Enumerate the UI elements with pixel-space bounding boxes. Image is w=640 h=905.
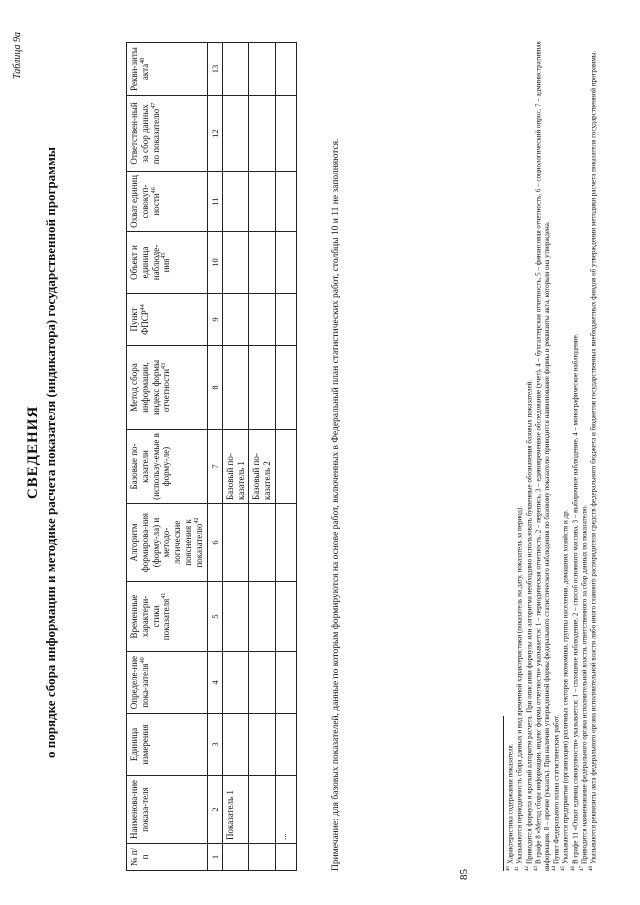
table-cell bbox=[249, 504, 276, 582]
table-label: Таблица 9а bbox=[12, 32, 23, 79]
column-number: 3 bbox=[207, 714, 222, 776]
footnote: $^{47}$Приводится наименование федерального органа исполнительной власти, ответственного за сбор данных по показателю. bbox=[579, 504, 589, 871]
footnote: $^{43}$В графе 8 «Метод сбора информации, индекс формы отчетности» указывается: 1 – периодическая отчетность, 2 – перепись, 3 – единовременное обследование (учет), 4 – бухгалтерская отчетность, 5 – финансовая отчетность, 6 – социологический опрос, 7 – административная информация, 8 – прочие (указать). При наличии утвержденной формы федерального статистического наблюдения по базовому показателю приводится наименование формы и реквизиты акта, которым она утверждена. bbox=[533, 41, 552, 871]
table-cell bbox=[249, 582, 276, 652]
column-number: 2 bbox=[207, 776, 222, 844]
footnote: $^{42}$Приводится формула и краткий алгоритм расчета. При описании формулы или алгоритма необходимо использовать буквенные обозначения базовых показателей. bbox=[524, 379, 533, 871]
page-subtitle: о порядке сбора информации и методике расчета показателя (индикатора) государственной программы bbox=[43, 147, 58, 758]
footnote: $^{41}$Указываются периодичность сбора данных и вид временной характеристики (показатель на дату, показатель за период). bbox=[515, 505, 524, 871]
table-cell bbox=[249, 714, 276, 776]
table-cell bbox=[249, 43, 276, 96]
column-number: 6 bbox=[207, 504, 222, 582]
column-number: 7 bbox=[207, 430, 222, 504]
table-cell bbox=[249, 844, 276, 871]
table-cell bbox=[275, 43, 296, 96]
table-cell bbox=[222, 43, 249, 96]
table-cell bbox=[222, 714, 249, 776]
table-cell bbox=[275, 504, 296, 582]
table-cell bbox=[275, 232, 296, 294]
column-number-row bbox=[207, 43, 222, 871]
header-cell: Охват единиц совокуп-ности$^{46}$ bbox=[127, 172, 208, 232]
table-row bbox=[249, 43, 276, 871]
info-table bbox=[126, 42, 297, 871]
table-cell bbox=[222, 844, 249, 871]
footnote: $^{45}$Указываются предприятия (организации) различных секторов экономики, группы населения, домашних хозяйств и др. bbox=[561, 509, 570, 871]
header-cell: Определе-ние пока-зателя$^{40}$ bbox=[127, 652, 208, 714]
table-cell bbox=[275, 294, 296, 346]
header-cell: Пункт ФПСР$^{44}$ bbox=[127, 294, 208, 346]
table-cell bbox=[222, 652, 249, 714]
table-cell bbox=[222, 232, 249, 294]
page-number: 85 bbox=[458, 869, 470, 880]
column-number: 13 bbox=[207, 43, 222, 96]
table-cell bbox=[275, 582, 296, 652]
indicator-name-cell bbox=[249, 776, 276, 844]
table-cell bbox=[275, 844, 296, 871]
table-row bbox=[275, 43, 296, 871]
column-number: 11 bbox=[207, 172, 222, 232]
header-cell: Рекви-зиты акта$^{48}$ bbox=[127, 43, 208, 96]
column-number: 4 bbox=[207, 652, 222, 714]
column-number: 9 bbox=[207, 294, 222, 346]
indicator-name-cell: ... bbox=[275, 776, 296, 844]
table-cell bbox=[249, 96, 276, 172]
header-cell: Временные характери-стики показателя$^{41}$ bbox=[127, 582, 208, 652]
column-number: 10 bbox=[207, 232, 222, 294]
table-row bbox=[222, 43, 249, 871]
indicator-name-cell: Показатель 1 bbox=[222, 776, 249, 844]
base-indicator-cell: Базовый по-казатель 1 bbox=[222, 430, 249, 504]
footnotes bbox=[506, 41, 598, 871]
base-indicator-cell bbox=[275, 430, 296, 504]
footnote: $^{44}$Пункт Федерального плана статистических работ. bbox=[552, 714, 561, 871]
table-cell bbox=[275, 172, 296, 232]
column-number: 12 bbox=[207, 96, 222, 172]
header-cell: Объект и единица наблюде-ния$^{45}$ bbox=[127, 232, 208, 294]
table-cell bbox=[222, 346, 249, 430]
column-number: 8 bbox=[207, 346, 222, 430]
header-cell: Единица измерения bbox=[127, 714, 208, 776]
table-cell bbox=[275, 96, 296, 172]
table-cell bbox=[249, 232, 276, 294]
table-cell bbox=[249, 652, 276, 714]
header-cell: Ответствен-ный за сбор данных по показателю$^{47}$ bbox=[127, 96, 208, 172]
header-cell: № п/п bbox=[127, 844, 208, 871]
column-number: 5 bbox=[207, 582, 222, 652]
table-header-row bbox=[127, 43, 208, 871]
table-cell bbox=[249, 294, 276, 346]
header-cell: Метод сбора информации, индекс формы отчетности$^{43}$ bbox=[127, 346, 208, 430]
table-cell bbox=[222, 172, 249, 232]
table-cell bbox=[222, 582, 249, 652]
header-cell: Базовые по-казатели (использу-емые в форму-ле) bbox=[127, 430, 208, 504]
table-cell bbox=[222, 294, 249, 346]
header-cell: Алгоритм формирова-ния (форму-ла) и методо-логические пояснения к показателю$^{42}$ bbox=[127, 504, 208, 582]
footnote: $^{48}$Указываются реквизиты акта федерального органа исполнительной власти либо иного главного распорядителя средств федерального бюджета и бюджетов государственных внебюджетных фондов об утверждении методики расчета показателя государственной программы. bbox=[589, 50, 598, 871]
footnote: $^{46}$В графе 11 «Охват единиц совокупности» указывается: 1 – сплошное наблюдение, 2 – способ основного массива, 3 – выборочное наблюдение, 4 – монографическое наблюдение. bbox=[570, 333, 579, 871]
page-title: СВЕДЕНИЯ bbox=[25, 405, 41, 500]
header-cell: Наименова-ние показа-теля bbox=[127, 776, 208, 844]
table-cell bbox=[222, 504, 249, 582]
table-cell bbox=[275, 652, 296, 714]
table-cell bbox=[249, 346, 276, 430]
table-cell bbox=[222, 96, 249, 172]
column-number: 1 bbox=[207, 844, 222, 871]
table-cell bbox=[275, 346, 296, 430]
table-cell bbox=[249, 172, 276, 232]
table-cell bbox=[275, 714, 296, 776]
base-indicator-cell: Базовый по-казатель 2 bbox=[249, 430, 276, 504]
footnote: $^{40}$Характеристика содержания показателя. bbox=[506, 743, 515, 871]
table-note: Примечание: для базовых показателей, данные по которым формируются на основе работ, включенных в Федеральный план статистических работ, столбцы 10 и 11 не заполняются. bbox=[331, 138, 341, 871]
footnote-divider bbox=[503, 716, 504, 871]
